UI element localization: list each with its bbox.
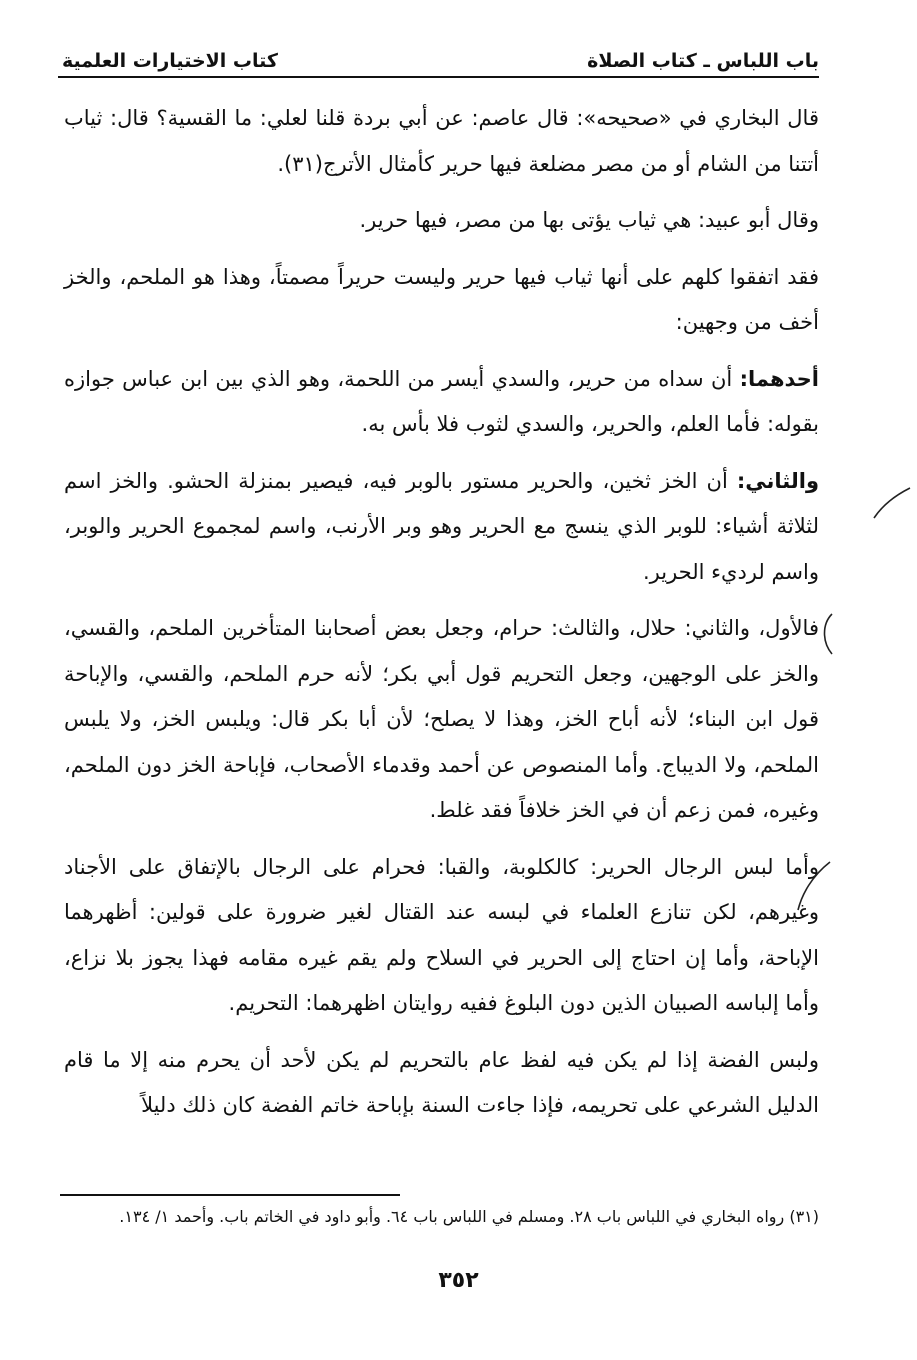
- footnote: (٣١) رواه البخاري في اللباس باب ٢٨. ومسلم في اللباس باب ٦٤. وأبو داود في الخاتم باب. وأحمد ١/ ١٣٤.: [119, 1207, 819, 1226]
- paragraph: وقال أبو عبيد: هي ثياب يؤتى بها من مصر، فيها حرير.: [359, 208, 819, 232]
- paragraph-lead: والثاني:: [736, 468, 819, 493]
- margin-bracket-mark-icon: [818, 612, 838, 656]
- header-chapter-title: باب اللباس ـ كتاب الصلاة: [587, 50, 819, 72]
- paragraph: فالأول، والثاني: حلال، والثالث: حرام، وجعل بعض أصحابنا المتأخرين الملحم، والقسي، والخز على الوجهين، وجعل التحريم قول أبي بكر؛ لأنه حرم الملحم، والقسي، والإباحة قول ابن البناء؛ لأنه أباح الخز، وهذا لا يصلح؛ لأن أبا بكر قال: ويلبس الخز، ولا يلبس الملحم، ولا الديباج. وأما المنصوص عن أحمد وقدماء الأصحاب، فإباحة الخز دون الملحم، وغيره، فمن زعم أن في الخز خلافاً فقد غلط.: [64, 616, 819, 822]
- running-header: [62, 40, 819, 72]
- header-divider: [58, 76, 819, 78]
- paragraph-lead: أحدهما:: [739, 366, 819, 391]
- paragraph: والثاني: أن الخز ثخين، والحرير مستور بالوبر فيه، فيصير بمنزلة الحشو. والخز اسم لثلاثة أشياء: للوبر الذي ينسج مع الحرير وهو وبر الأرنب، واسم لمجموع الحرير والوبر، واسم لرديء الحرير.: [64, 468, 819, 584]
- paragraph: وأما لبس الرجال الحرير: كالكلوبة، والقبا: فحرام على الرجال بالإتفاق على الأجناد وغيرهم، لكن تنازع العلماء في لبسه عند القتال لغير ضرورة على قولين: أظهرهما الإباحة، وأما إن احتاج إلى الحرير في السلاح ولم يقم غيره مقامه فهذا يجوز بلا نزاع، وأما إلباسه الصبيان الذين دون البلوغ ففيه روايتان اظهرهما: التحريم.: [64, 854, 819, 1015]
- page-number: ٣٥٢: [438, 1268, 479, 1293]
- main-text: [64, 96, 819, 1140]
- paragraph: قال البخاري في «صحيحه»: قال عاصم: عن أبي بردة قلنا لعلي: ما القسية؟ قال: ثياب أتتنا من الشام أو من مصر مضلعة فيها حرير كأمثال الأترج(٣١).: [64, 106, 819, 176]
- footnote-divider: [60, 1194, 400, 1196]
- header-book-title: كتاب الاختيارات العلمية: [62, 50, 278, 72]
- paragraph: فقد اتفقوا كلهم على أنها ثياب فيها حرير وليست حريراً مصمتاً، وهذا هو الملحم، والخز أخف من وجهين:: [64, 264, 819, 334]
- paragraph: أحدهما: أن سداه من حرير، والسدي أيسر من اللحمة، وهو الذي بين ابن عباس جوازه بقوله: فأما العلم، والحرير، والسدي لثوب فلا بأس به.: [64, 366, 819, 436]
- paragraph: ولبس الفضة إذا لم يكن فيه لفظ عام بالتحريم لم يكن لأحد أن يحرم منه إلا ما قام الدليل الشرعي على تحريمه، فإذا جاءت السنة بإباحة خاتم الفضة كان ذلك دليلاً: [64, 1047, 819, 1117]
- margin-pen-mark-icon: [872, 484, 912, 524]
